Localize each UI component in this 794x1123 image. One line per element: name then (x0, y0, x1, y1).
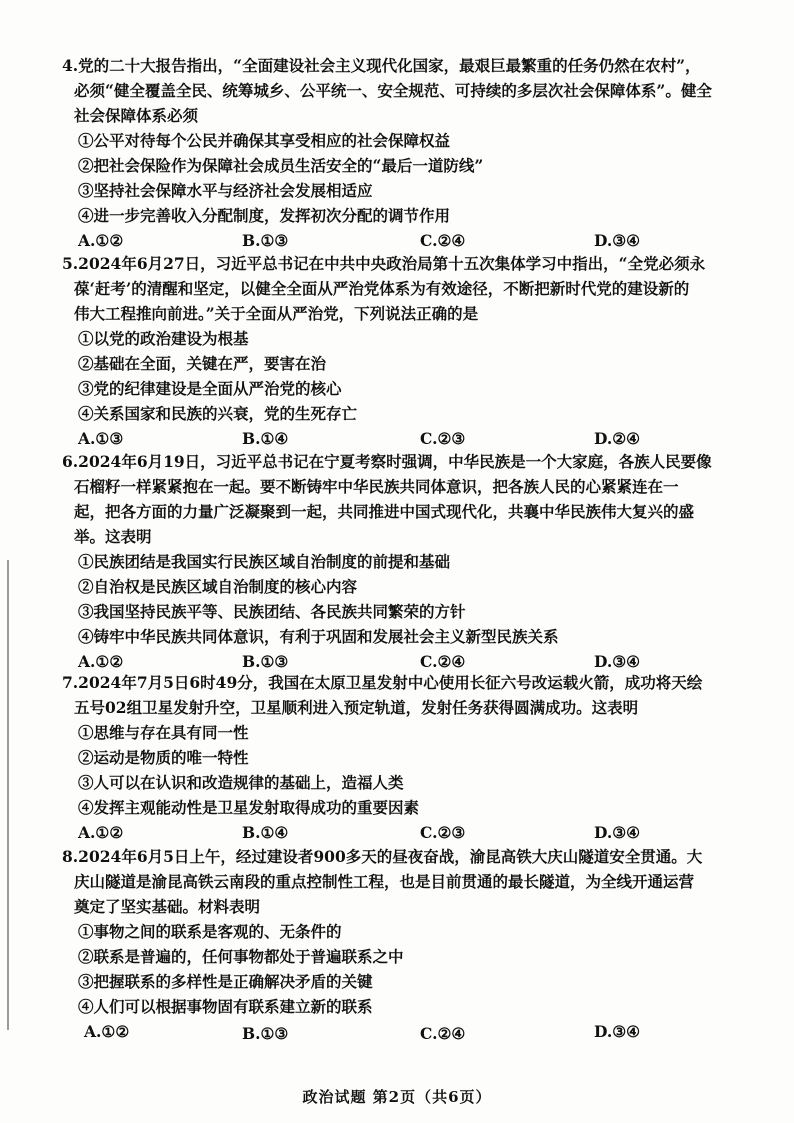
question-stem-line: 6.2024年6月19日，习近平总书记在宁夏考察时强调，中华民族是一个大家庭，各族人民要像 (62, 452, 712, 471)
question-stem-line: 必须“健全覆盖全民、统筹城乡、公平统一、安全规范、可持续的多层次社会保障体系”。健全 (74, 81, 712, 100)
choice-a[interactable]: A.①② (78, 231, 124, 250)
choice-b[interactable]: B.①③ (242, 1024, 289, 1043)
choice-d[interactable]: D.③④ (594, 823, 641, 842)
question-stem-line: 石榴籽一样紧紧抱在一起。要不断铸牢中华民族共同体意识，把各族人民的心紧紧连在一 (74, 477, 679, 496)
choice-b[interactable]: B.①③ (242, 652, 289, 671)
option-item: ②联系是普遍的，任何事物都处于普遍联系之中 (78, 947, 404, 966)
choice-d[interactable]: D.③④ (594, 231, 641, 250)
option-item: ②自治权是民族区域自治制度的核心内容 (78, 577, 358, 596)
option-item: ①公平对待每个公民并确保其享受相应的社会保障权益 (78, 131, 451, 150)
choice-c[interactable]: C.②④ (420, 652, 466, 671)
question-stem-line: 5.2024年6月27日，习近平总书记在中共中央政治局第十五次集体学习中指出，“全党必须永 (62, 254, 706, 273)
option-item: ②运动是物质的唯一特性 (78, 748, 249, 767)
question-stem-line: 奠定了坚实基础。材料表明 (74, 897, 261, 916)
question-stem-line: 起，把各方面的力量广泛凝聚到一起，共同推进中国式现代化，共襄中华民族伟大复兴的盛 (74, 502, 695, 521)
option-item: ①事物之间的联系是客观的、无条件的 (78, 922, 342, 941)
page-footer: 政治试题 第2页（共6页） (302, 1088, 492, 1106)
question-stem-line: 4.党的二十大报告指出，“全面建设社会主义现代化国家，最艰巨最繁重的任务仍然在农村”， (62, 56, 701, 75)
option-item: ③人可以在认识和改造规律的基础上，造福人类 (78, 773, 404, 792)
option-item: ①思维与存在具有同一性 (78, 723, 249, 742)
choice-c[interactable]: C.②③ (420, 823, 466, 842)
option-item: ③坚持社会保障水平与经济社会发展相适应 (78, 181, 373, 200)
question-stem-line: 庆山隧道是渝昆高铁云南段的重点控制性工程，也是目前贯通的最长隧道，为全线开通运营 (74, 872, 695, 891)
choice-c[interactable]: C.②④ (420, 231, 466, 250)
question-stem-line: 社会保障体系必须 (74, 106, 199, 125)
question-stem-line: 葆‘赶考’的清醒和坚定，以健全全面从严治党体系为有效途径，不断把新时代党的建设新的 (74, 279, 690, 298)
option-item: ②基础在全面，关键在严，要害在治 (78, 354, 327, 373)
question-stem-line: 举。这表明 (74, 527, 152, 546)
choice-d[interactable]: D.②④ (594, 429, 641, 448)
question-stem-line: 7.2024年7月5日6时49分，我国在太原卫星发射中心使用长征六号改运载火箭，成功将天绘 (62, 673, 703, 692)
choice-b[interactable]: B.①③ (242, 231, 289, 250)
choice-a[interactable]: A.①② (78, 823, 124, 842)
option-item: ④人们可以根据事物固有联系建立新的联系 (78, 997, 373, 1016)
choice-b[interactable]: B.①④ (242, 823, 289, 842)
option-item: ①民族团结是我国实行民族区域自治制度的前提和基础 (78, 552, 451, 571)
option-item: ④铸牢中华民族共同体意识，有利于巩固和发展社会主义新型民族关系 (78, 627, 559, 646)
question-stem-line: 8.2024年6月5日上午，经过建设者900多天的昼夜奋战，渝昆高铁大庆山隧道安全贯通。大 (62, 847, 703, 866)
choice-a[interactable]: A.①② (78, 652, 124, 671)
option-item: ③党的纪律建设是全面从严治党的核心 (78, 379, 342, 398)
choice-c[interactable]: C.②③ (420, 429, 466, 448)
option-item: ④进一步完善收入分配制度，发挥初次分配的调节作用 (78, 206, 451, 225)
question-stem-line: 五号02组卫星发射升空，卫星顺利进入预定轨道，发射任务获得圆满成功。这表明 (74, 698, 639, 717)
choice-c[interactable]: C.②④ (420, 1024, 466, 1043)
option-item: ③把握联系的多样性是正确解决矛盾的关键 (78, 972, 373, 991)
option-item: ②把社会保险作为保障社会成员生活安全的“最后一道防线” (78, 156, 484, 175)
option-item: ④关系国家和民族的兴衰，党的生死存亡 (78, 404, 358, 423)
choice-d[interactable]: D.③④ (594, 1022, 641, 1041)
choice-d[interactable]: D.③④ (594, 652, 641, 671)
question-stem-line: 伟大工程推向前进。”关于全面从严治党，下列说法正确的是 (74, 304, 479, 323)
choice-b[interactable]: B.①④ (242, 429, 289, 448)
option-item: ④发挥主观能动性是卫星发射取得成功的重要因素 (78, 798, 420, 817)
choice-a[interactable]: A.①③ (78, 429, 124, 448)
scan-edge-line (7, 560, 9, 1030)
option-item: ①以党的政治建设为根基 (78, 329, 249, 348)
option-item: ③我国坚持民族平等、民族团结、各民族共同繁荣的方针 (78, 602, 466, 621)
choice-a[interactable]: A.①② (84, 1022, 130, 1041)
